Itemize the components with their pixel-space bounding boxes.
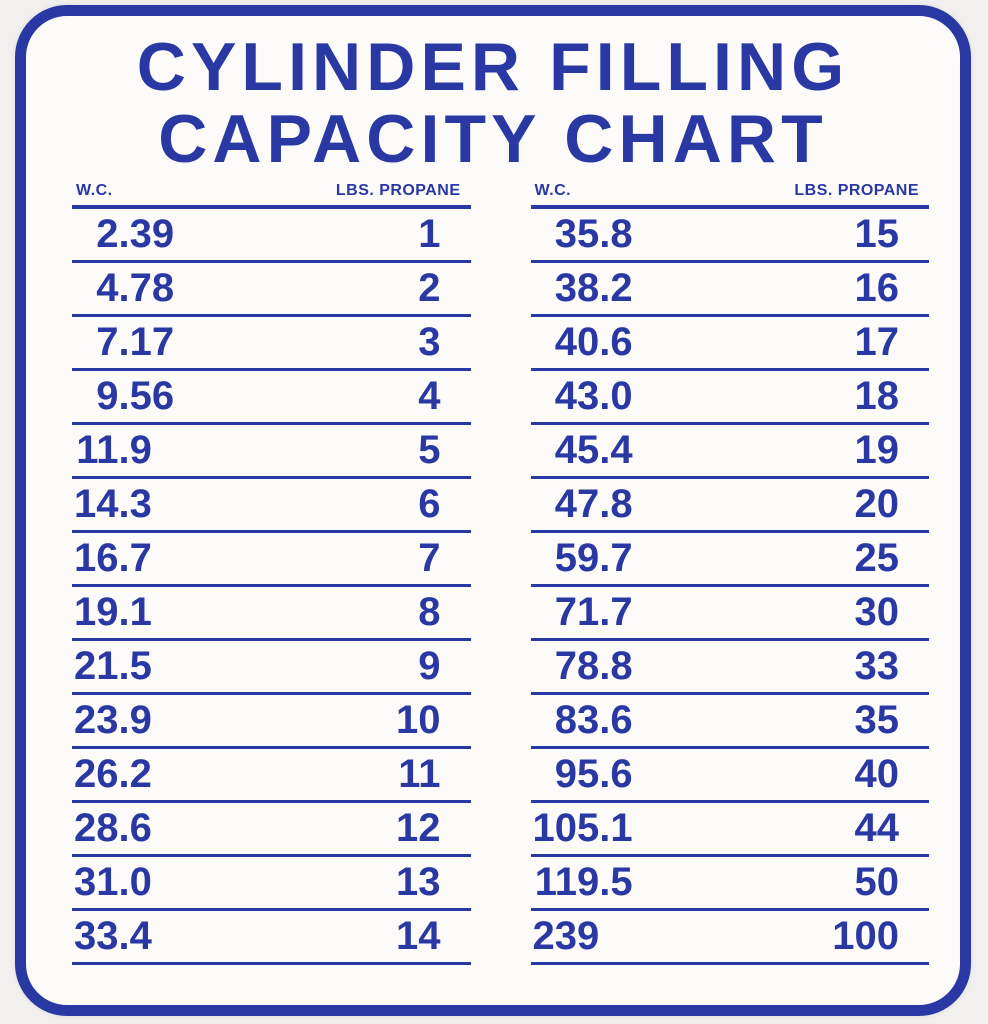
- wc-header: W.C.: [76, 182, 113, 199]
- wc-value: [533, 645, 633, 687]
- wc-int: 78: [554, 644, 600, 688]
- wc-frac: .1: [118, 590, 152, 634]
- wc-value: [74, 321, 174, 363]
- wc-frac: .9: [118, 428, 152, 472]
- lbs-value: 40: [854, 752, 899, 796]
- wc-int: 19: [74, 590, 119, 634]
- wc-int: 4: [96, 266, 119, 310]
- wc-value: [533, 429, 633, 471]
- wc-value: [533, 591, 633, 633]
- wc-int: 83: [554, 698, 600, 742]
- lbs-value: 19: [854, 428, 899, 472]
- wc-frac: .4: [118, 914, 152, 958]
- wc-int: 40: [554, 320, 600, 364]
- wc-frac: .1: [599, 806, 633, 850]
- lbs-value: 3: [418, 320, 441, 364]
- lbs-value: 8: [418, 590, 441, 634]
- wc-value: [533, 267, 633, 309]
- wc-value: [74, 807, 152, 849]
- wc-frac: .6: [599, 698, 633, 742]
- table-left-header: [72, 182, 471, 209]
- lbs-propane-header: LBS. PROPANE: [794, 182, 919, 199]
- wc-value: [74, 753, 152, 795]
- lbs-value: 5: [418, 428, 441, 472]
- wc-value: [533, 483, 633, 525]
- wc-int: 21: [74, 644, 119, 688]
- wc-value: [533, 699, 633, 741]
- wc-value: [74, 429, 152, 471]
- lbs-value: 2: [418, 266, 441, 310]
- table-left-body: [72, 209, 471, 965]
- lbs-value: 9: [418, 644, 441, 688]
- wc-int: 33: [74, 914, 119, 958]
- wc-frac: .5: [599, 860, 633, 904]
- wc-int: 28: [74, 806, 119, 850]
- lbs-value: 6: [418, 482, 441, 526]
- wc-frac: .2: [599, 266, 633, 310]
- table-row: [72, 209, 471, 263]
- table-row: [531, 641, 930, 695]
- lbs-value: 4: [418, 374, 441, 418]
- lbs-value: 20: [854, 482, 899, 526]
- table-row: [72, 317, 471, 371]
- table-row: [72, 479, 471, 533]
- tables-container: [26, 175, 960, 965]
- wc-value: [74, 537, 152, 579]
- title-line-2: CAPACITY CHART: [158, 101, 828, 177]
- lbs-value: 100: [832, 914, 899, 958]
- wc-value: [533, 321, 633, 363]
- wc-frac: .6: [599, 320, 633, 364]
- table-row: [531, 317, 930, 371]
- wc-value: [533, 807, 633, 849]
- table-row: [72, 371, 471, 425]
- lbs-value: 16: [854, 266, 899, 310]
- wc-frac: .7: [118, 536, 152, 580]
- table-row: [531, 695, 930, 749]
- wc-value: [74, 213, 174, 255]
- wc-int: 43: [554, 374, 600, 418]
- table-row: [531, 479, 930, 533]
- wc-frac: .6: [118, 806, 152, 850]
- wc-int: 95: [554, 752, 600, 796]
- capacity-chart-sign: [15, 5, 971, 1016]
- wc-frac: .56: [118, 374, 175, 418]
- lbs-value: 11: [398, 752, 441, 796]
- wc-int: 71: [554, 590, 600, 634]
- wc-int: 38: [554, 266, 600, 310]
- wc-frac: .17: [118, 320, 175, 364]
- table-row: [531, 857, 930, 911]
- wc-frac: .7: [599, 536, 633, 580]
- lbs-value: 15: [854, 212, 899, 256]
- wc-value: [533, 537, 633, 579]
- lbs-value: 14: [396, 914, 441, 958]
- table-row: [531, 587, 930, 641]
- table-row: [531, 803, 930, 857]
- wc-int: 119: [534, 860, 600, 904]
- table-left: [72, 182, 471, 965]
- title-line-1: CYLINDER FILLING: [136, 29, 850, 105]
- wc-value: [74, 699, 152, 741]
- table-row: [531, 263, 930, 317]
- lbs-value: 13: [396, 860, 441, 904]
- wc-value: [533, 213, 633, 255]
- table-row: [531, 749, 930, 803]
- table-row: [72, 641, 471, 695]
- wc-frac: .8: [599, 644, 633, 688]
- lbs-value: 25: [854, 536, 899, 580]
- table-right-header: [531, 182, 930, 209]
- wc-value: [74, 645, 152, 687]
- wc-int: 7: [96, 320, 119, 364]
- table-row: [72, 695, 471, 749]
- wc-int: 35: [554, 212, 600, 256]
- lbs-value: 50: [854, 860, 899, 904]
- lbs-value: 17: [854, 320, 899, 364]
- wc-value: [74, 861, 152, 903]
- table-right: [531, 182, 930, 965]
- wc-frac: .5: [118, 644, 152, 688]
- table-row: [72, 533, 471, 587]
- wc-value: [533, 753, 633, 795]
- wc-frac: .0: [118, 860, 152, 904]
- table-right-body: [531, 209, 930, 965]
- wc-int: 11: [76, 428, 119, 472]
- table-row: [531, 533, 930, 587]
- table-row: [72, 425, 471, 479]
- wc-int: 239: [532, 914, 600, 958]
- wc-frac: .0: [599, 374, 633, 418]
- wc-int: 23: [74, 698, 119, 742]
- lbs-value: 12: [396, 806, 441, 850]
- wc-int: 105: [532, 806, 600, 850]
- wc-frac: .6: [599, 752, 633, 796]
- wc-value: [74, 267, 174, 309]
- wc-int: 16: [74, 536, 119, 580]
- table-row: [531, 911, 930, 965]
- table-row: [531, 209, 930, 263]
- wc-int: 59: [554, 536, 600, 580]
- table-row: [72, 587, 471, 641]
- wc-value: [533, 915, 600, 957]
- wc-header: W.C.: [534, 182, 572, 199]
- table-row: [72, 857, 471, 911]
- lbs-value: 10: [396, 698, 441, 742]
- lbs-value: 33: [854, 644, 899, 688]
- wc-frac: .3: [118, 482, 152, 526]
- wc-int: 26: [74, 752, 119, 796]
- wc-value: [74, 591, 152, 633]
- table-row: [531, 371, 930, 425]
- lbs-value: 18: [854, 374, 899, 418]
- wc-int: 47: [554, 482, 600, 526]
- lbs-value: 7: [418, 536, 441, 580]
- wc-frac: .8: [599, 212, 633, 256]
- wc-int: 45: [554, 428, 600, 472]
- wc-value: [74, 483, 152, 525]
- wc-frac: .7: [599, 590, 633, 634]
- lbs-value: 44: [854, 806, 899, 850]
- wc-int: 9: [96, 374, 119, 418]
- wc-int: 14: [74, 482, 119, 526]
- table-row: [72, 263, 471, 317]
- sign-title: [26, 31, 960, 175]
- wc-value: [533, 861, 633, 903]
- lbs-value: 1: [418, 212, 441, 256]
- wc-value: [74, 915, 152, 957]
- wc-frac: .78: [118, 266, 175, 310]
- wc-frac: .4: [599, 428, 633, 472]
- wc-frac: .9: [118, 698, 152, 742]
- wc-int: 2: [96, 212, 119, 256]
- wc-frac: .8: [599, 482, 633, 526]
- table-row: [72, 803, 471, 857]
- table-row: [72, 911, 471, 965]
- wc-frac: .39: [118, 212, 175, 256]
- wc-value: [74, 375, 174, 417]
- wc-int: 31: [74, 860, 119, 904]
- lbs-value: 35: [854, 698, 899, 742]
- table-row: [531, 425, 930, 479]
- wc-frac: .2: [118, 752, 152, 796]
- table-row: [72, 749, 471, 803]
- wc-value: [533, 375, 633, 417]
- lbs-propane-header: LBS. PROPANE: [335, 182, 461, 199]
- lbs-value: 30: [854, 590, 899, 634]
